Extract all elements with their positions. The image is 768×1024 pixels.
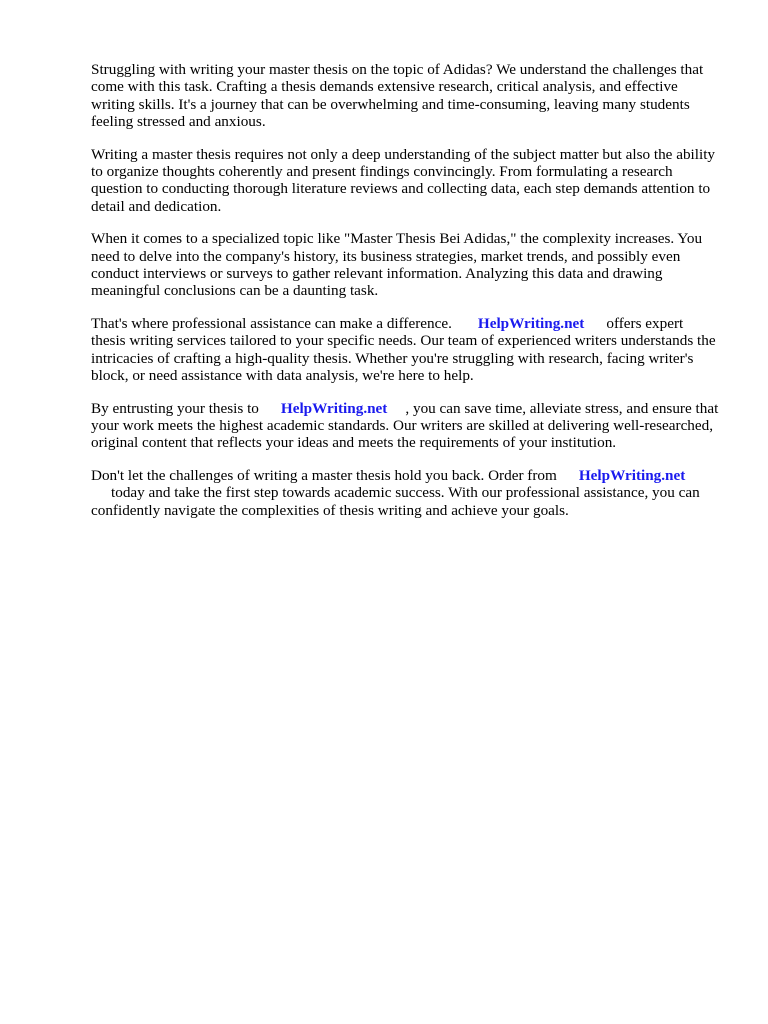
paragraph-entrusting-text-after: , you can save time, alleviate stress, and ensure that your work meets the highest academic standards. Our writers are skilled at delivering well-researched, original content that reflects your ideas and meets the requirements of your institution. bbox=[91, 399, 719, 452]
paragraph-call-to-action-text-before: Don't let the challenges of writing a master thesis hold you back. Order from bbox=[91, 467, 557, 485]
helpwriting-link-1[interactable]: HelpWriting.net bbox=[477, 315, 585, 333]
helpwriting-link-2[interactable]: HelpWriting.net bbox=[280, 399, 388, 417]
paragraph-intro-text: Struggling with writing your master thesis on the topic of Adidas? We understand the challenges that come with this task. Crafting a thesis demands extensive research, critical analysis, and effective writing skills. It's a journey that can be overwhelming and time-consuming, leaving many students feeling stressed and anxious. bbox=[91, 61, 704, 130]
paragraph-entrusting bbox=[91, 400, 721, 452]
paragraph-professional-assistance-text-before: That's where professional assistance can make a difference. bbox=[91, 315, 452, 333]
paragraph-call-to-action-text-after: today and take the first step towards academic success. With our professional assistance, you can confidently navigate the complexities of thesis writing and achieve your goals. bbox=[91, 484, 700, 519]
paragraph-professional-assistance bbox=[91, 315, 721, 384]
paragraph-requirements bbox=[91, 146, 721, 215]
paragraph-specialized-topic-text: When it comes to a specialized topic like "Master Thesis Bei Adidas," the complexity increases. You need to delve into the company's history, its business strategies, market trends, and possibly even conduct interviews or surveys to gather relevant information. Analyzing this data and drawing meaningful conclusions can be a daunting task. bbox=[91, 230, 703, 300]
helpwriting-link-3[interactable]: HelpWriting.net bbox=[578, 467, 686, 485]
paragraph-entrusting-text-before: By entrusting your thesis to bbox=[91, 399, 259, 417]
paragraph-specialized-topic bbox=[91, 230, 721, 299]
paragraph-call-to-action bbox=[91, 467, 721, 519]
paragraph-intro bbox=[91, 61, 721, 130]
document-body bbox=[91, 61, 721, 535]
paragraph-professional-assistance-text-after: offers expert thesis writing services tailored to your specific needs. Our team of experienced writers understands the intricacies of crafting a high-quality thesis. Whether you're struggling with research, facing writer's block, or need assistance with data analysis, we're here to help. bbox=[91, 315, 716, 384]
paragraph-requirements-text: Writing a master thesis requires not only a deep understanding of the subject matter but also the ability to organize thoughts coherently and present findings convincingly. From formulating a research question to conducting thorough literature reviews and collecting data, each step demands attention to detail and dedication. bbox=[91, 145, 716, 215]
